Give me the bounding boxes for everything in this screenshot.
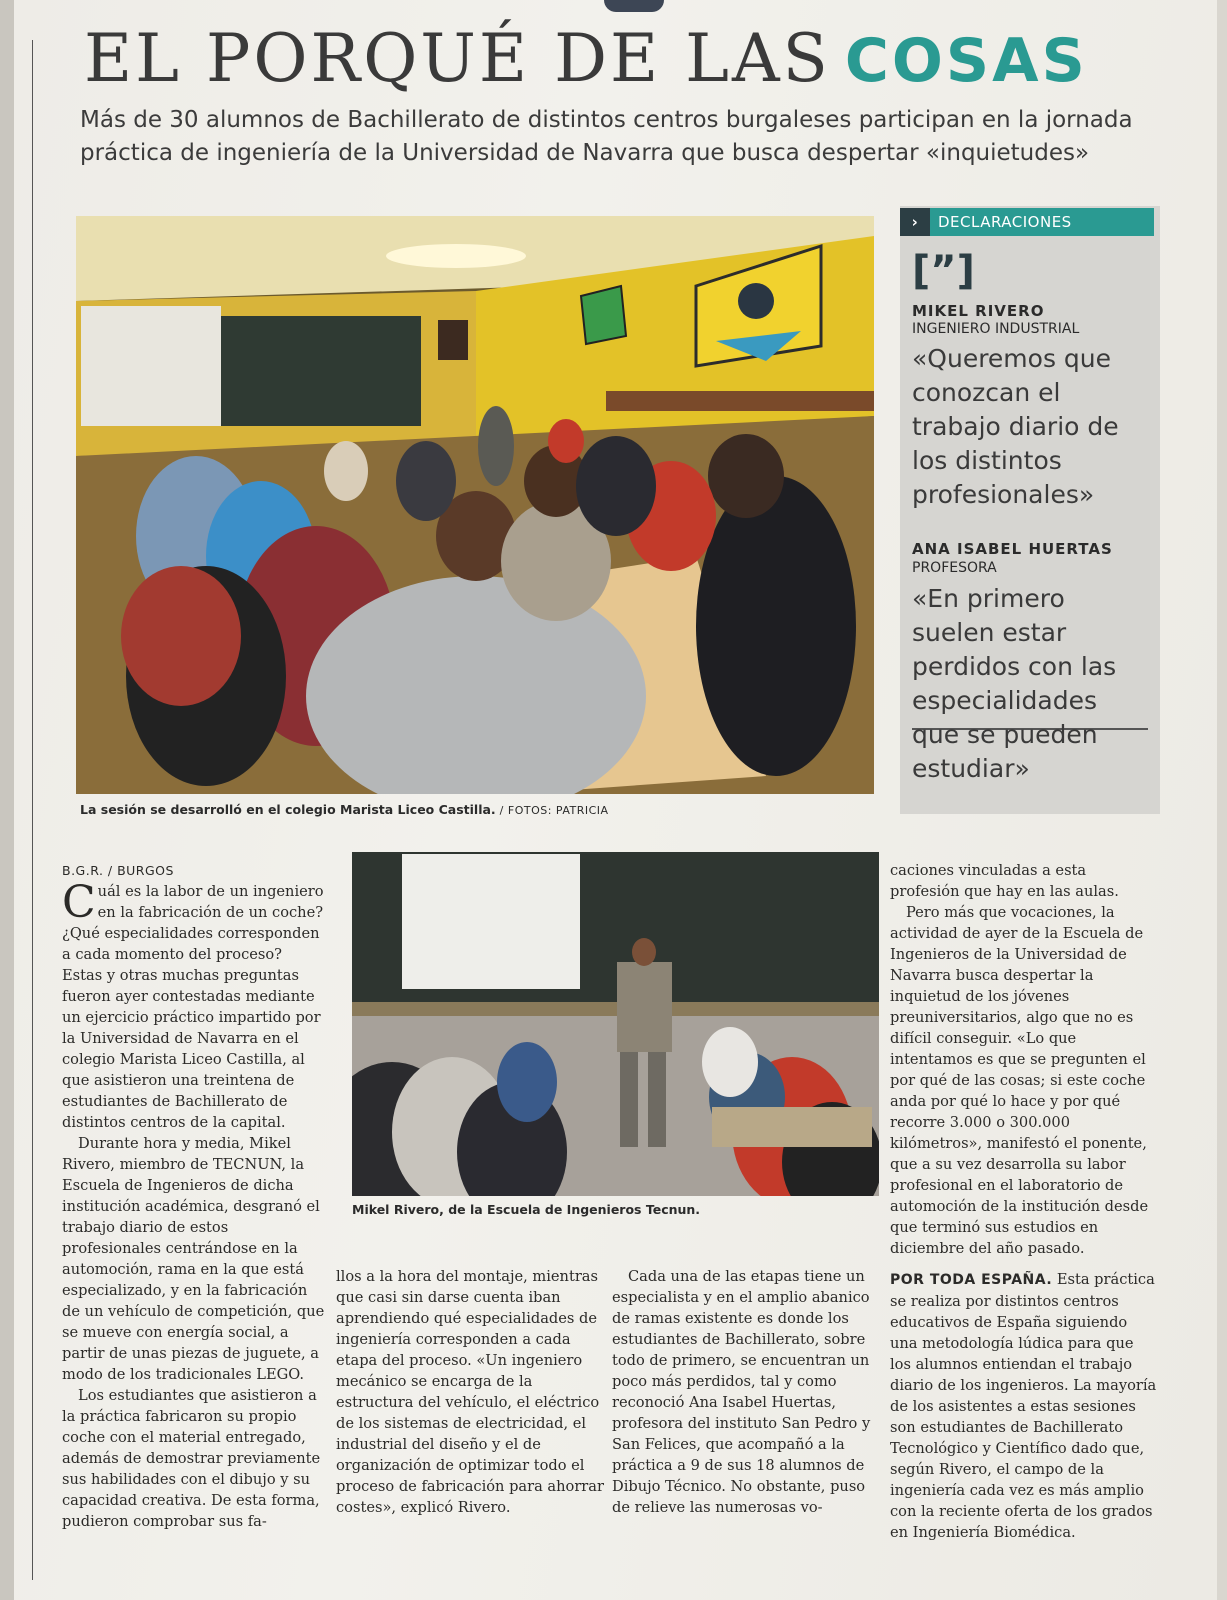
sidebar-tab-label: DECLARACIONES: [938, 213, 1072, 231]
quote1-text: «Queremos que conozcan el trabajo diario de los distintos profesionales»: [912, 344, 1119, 509]
quote1-role: INGENIERO INDUSTRIAL: [912, 321, 1080, 337]
subheadline: Más de 30 alumnos de Bachillerato de distintos centros burgaleses participan en la jornada práctica de ingeniería de la Universidad de Navarra que busca despertar «inquietudes»: [80, 107, 1133, 166]
article-column-4: [890, 860, 1158, 1543]
col2-paragraph-1: llos a la hora del montaje, mientras que casi sin darse cuenta iban aprendiendo qué especialidades de ingeniería corresponden a cada etapa del proceso. «Un ingeniero mecánico se encarga de la estructura del vehículo, el eléctrico de los sistemas de electricidad, el industrial del diseño y el de organización de optimizar todo el proceso de fabricación para ahorrar costes», explicó Rivero.: [336, 1268, 604, 1516]
col4-paragraph-3-text: Esta práctica se realiza por distintos centros educativos de España siguiendo una metodología lúdica para que los alumnos entiendan el trabajo diario de los ingenieros. La mayoría de los asistentes a estas sesiones son estudiantes de Bachillerato Tecnológico y Científico dado que, según Rivero, el campo de la ingeniería cada vez es más amplio con la reciente oferta de los grados en Ingeniería Biomédica.: [890, 1271, 1157, 1541]
quote-icon: [”]: [912, 248, 975, 294]
classroom-illustration: [76, 216, 874, 794]
sidebar-tab: [900, 208, 1154, 236]
article-column-2: [336, 1266, 604, 1518]
headline: [84, 20, 1088, 97]
col1-paragraph-3: Los estudiantes que asistieron a la práctica fabricaron su propio coche con el material entregado, además de demostrar previamente sus habilidades con el dibujo y su capacidad creativa. De esta forma, pudieron comprobar sus fa-: [62, 1387, 321, 1530]
quote2-text: «En primero suelen estar perdidos con las especialidades que se pueden estudiar»: [912, 584, 1117, 783]
col4-paragraph-1: caciones vinculadas a esta profesión que hay en las aulas.: [890, 862, 1119, 900]
col3-paragraph-1: Cada una de las etapas tiene un especialista y en el amplio abanico de ramas existente es donde los estudiantes de Bachillerato, sobre todo de primero, se encuentran un poco más perdidos, tal y como reconoció Ana Isabel Huertas, profesora del instituto San Pedro y San Felices, que acompañó a la práctica a 9 de sus 18 alumnos de Dibujo Técnico. No obstante, puso de relieve las numerosas vo-: [612, 1268, 871, 1516]
photo-top-caption-text: La sesión se desarrolló en el colegio Marista Liceo Castilla.: [80, 802, 496, 817]
photo-top-caption: [80, 802, 609, 817]
byline: B.G.R. / BURGOS: [62, 863, 174, 878]
newspaper-page: [14, 0, 1217, 1600]
classroom-photo: [76, 216, 874, 794]
quote1-speaker: MIKEL RIVERO: [912, 302, 1045, 320]
headline-accent: COSAS: [844, 26, 1088, 96]
top-ornament: [604, 0, 664, 12]
headline-main: EL PORQUÉ DE LAS: [84, 20, 831, 97]
column-rule: [32, 40, 33, 1580]
lecturer-illustration: [352, 852, 879, 1196]
declarations-sidebar: [900, 206, 1160, 814]
col1-paragraph-2: Durante hora y media, Mikel Rivero, miembro de TECNUN, la Escuela de Ingenieros de dicha institución académica, desgranó el trabajo diario de estos profesionales centrándose en la automoción, rama en la que está especializado, y en la fabricación de un vehículo de competición, que se mueve con energía social, a partir de unas piezas de juguete, a modo de los tradicionales LEGO.: [62, 1135, 325, 1383]
col1-paragraph-1: uál es la labor de un ingeniero en la fabricación de un coche? ¿Qué especialidades corresponden a cada momento del proceso? Estas y otras muchas preguntas fueron ayer contestadas mediante un ejercicio práctico impartido por la Universidad de Navarra en el colegio Marista Liceo Castilla, al que asistieron una treintena de estudiantes de Bachillerato de distintos centros de la capital.: [62, 883, 324, 1131]
article-column-3: [612, 1266, 884, 1518]
quote2-speaker: ANA ISABEL HUERTAS: [912, 540, 1113, 558]
left-page-edge: [0, 0, 14, 1600]
quote2-role: PROFESORA: [912, 560, 997, 576]
lecturer-photo: [352, 852, 879, 1196]
photo-bottom-caption: Mikel Rivero, de la Escuela de Ingenieros Tecnun.: [352, 1202, 701, 1217]
dropcap: C: [62, 877, 96, 928]
col4-paragraph-2: Pero más que vocaciones, la actividad de ayer de la Escuela de Ingenieros de la Universidad de Navarra busca despertar la inquietud de los jóvenes preuniversitarios, algo que no es difícil conseguir. «Lo que intentamos es que se pregunten el por qué de las cosas; si este coche anda por qué lo hace y por qué recorre 3.000 o 300.000 kilómetros», manifestó el ponente, que a su vez desarrolla su labor profesional en el laboratorio de automoción de la institución desde que terminó sus estudios en diciembre del año pasado.: [890, 904, 1149, 1257]
photo-credit: / FOTOS: PATRICIA: [499, 804, 609, 817]
section-run-in: POR TODA ESPAÑA.: [890, 1272, 1053, 1288]
article-column-1: [62, 860, 326, 1532]
col4-paragraph-3: [890, 1269, 1158, 1543]
chevron-right-icon: ›: [900, 208, 930, 236]
